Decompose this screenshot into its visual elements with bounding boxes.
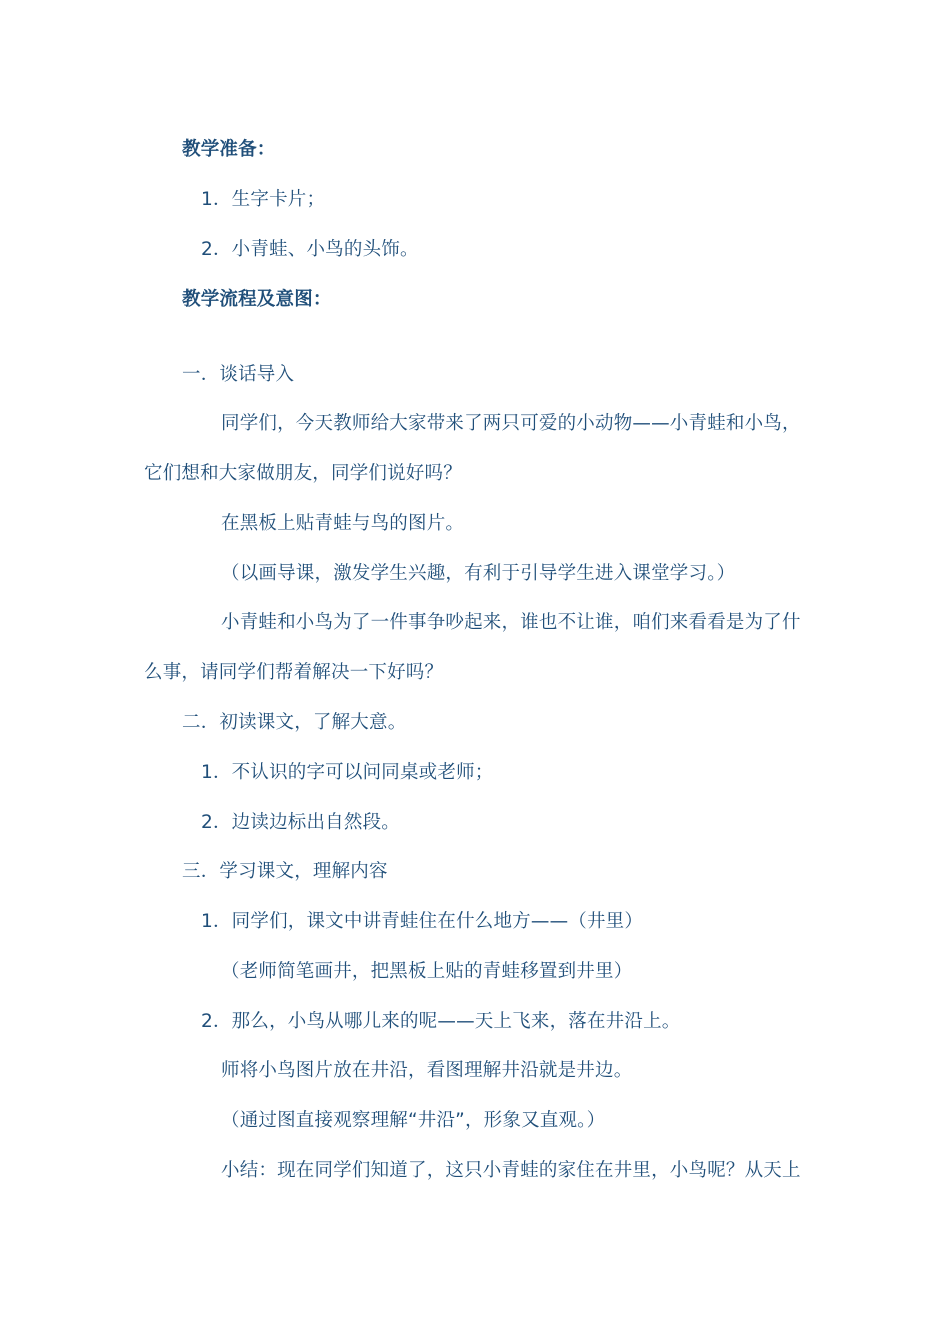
paragraph-line: 它们想和大家做朋友，同学们说好吗？ — [144, 463, 462, 484]
paragraph-line: 师将小鸟图片放在井沿，看图理解井沿就是井边。 — [221, 1060, 633, 1081]
list-item: 2．那么，小鸟从哪儿来的呢——天上飞来，落在井沿上。 — [201, 1011, 681, 1032]
section-heading-2: 二．初读课文，了解大意。 — [182, 712, 407, 733]
list-item: 2．小青蛙、小鸟的头饰。 — [201, 239, 419, 260]
paragraph-line: 同学们，今天教师给大家带来了两只可爱的小动物——小青蛙和小鸟， — [221, 413, 801, 434]
heading-teaching-preparation: 教学准备： — [182, 139, 276, 160]
list-item: 2．边读边标出自然段。 — [201, 812, 400, 833]
list-item: 1．不认识的字可以问同桌或老师； — [201, 762, 494, 783]
paragraph-line: 在黑板上贴青蛙与鸟的图片。 — [221, 513, 465, 534]
list-item: 1．同学们，课文中讲青蛙住在什么地方——（井里） — [201, 911, 644, 932]
paragraph-line: 么事，请同学们帮着解决一下好吗？ — [144, 662, 444, 683]
paragraph-line: （老师简笔画井，把黑板上贴的青蛙移置到井里） — [221, 961, 633, 982]
paragraph-line: （通过图直接观察理解“井沿”，形象又直观。） — [221, 1110, 606, 1131]
paragraph-line: 小结：现在同学们知道了，这只小青蛙的家住在井里，小鸟呢？从天上 — [221, 1160, 801, 1181]
list-item: 1．生字卡片； — [201, 189, 326, 210]
paragraph-line: （以画导课，激发学生兴趣，有利于引导学生进入课堂学习。） — [221, 563, 736, 584]
heading-teaching-process: 教学流程及意图： — [182, 289, 332, 310]
section-heading-3: 三．学习课文，理解内容 — [182, 861, 388, 882]
paragraph-line: 小青蛙和小鸟为了一件事争吵起来，谁也不让谁，咱们来看看是为了什 — [221, 612, 801, 633]
section-heading-1: 一．谈话导入 — [182, 364, 295, 385]
